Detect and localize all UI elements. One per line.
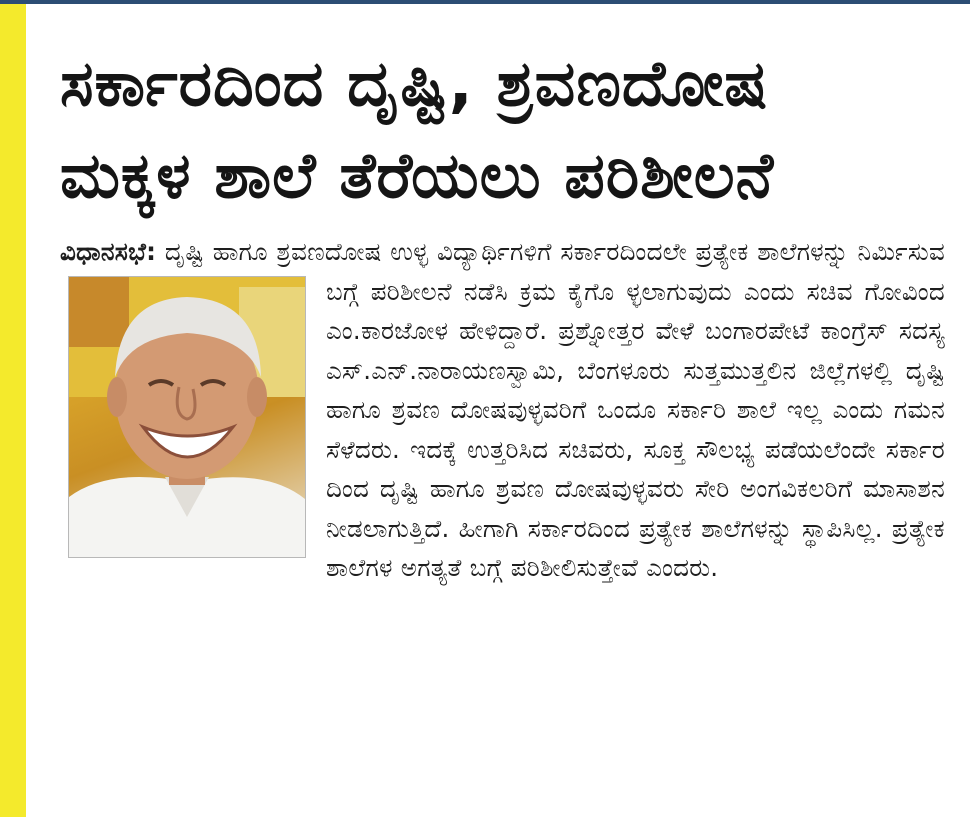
- dateline: ವಿಧಾನಸಭೆ:: [60, 237, 157, 266]
- body-main: ಳ್ಳಲಾಗುವುದು ಎಂದು ಸಚಿವ ಗೋವಿಂದ ಎಂ.ಕಾರಜೋಳ ಹೇಳಿದ್ದಾರೆ. ಪ್ರಶ್ನೋತ್ತರ ವೇಳೆ ಬಂಗಾರಪೇಟೆ ಕಾಂಗ್ರೆಸ್ ಸದಸ್ಯ ಎಸ್.ಎನ್.ನಾರಾಯಣಸ್ವಾಮಿ, ಬೆಂಗಳೂರು ಸುತ್ತಮುತ್ತಲಿನ ಜಿಲ್ಲೆಗಳಲ್ಲಿ ದೃಷ್ಟಿ ಹಾಗೂ ಶ್ರವಣ ದೋಷವುಳ್ಳವರಿಗೆ ಒಂದೂ ಸರ್ಕಾರಿ ಶಾಲೆ ಇಲ್ಲ ಎಂದು ಗಮನ ಸೆಳೆದರು. ಇದಕ್ಕೆ ಉತ್ತರಿಸಿದ ಸಚಿವರು, ಸೂಕ್ತ ಸೌಲಭ್ಯ ಪಡೆಯಲೆಂದೇ ಸರ್ಕಾರ ದಿಂದ ದೃಷ್ಟಿ ಹಾಗೂ ಶ್ರವಣ ದೋಷವುಳ್ಳವರು ಸೇರಿ ಅಂಗವಿಕಲರಿಗೆ ಮಾಸಾಶನ ನೀಡಲಾಗುತ್ತಿದೆ. ಹೀಗಾಗಿ ಸರ್ಕಾರದಿಂದ ಪ್ರತ್ಯೇಕ ಶಾಲೆಗಳನ್ನು ಸ್ಥಾಪಿಸಿಲ್ಲ. ಪ್ರತ್ಯೇಕ ಶಾಲೆಗಳ ಅಗತ್ಯತೆ ಬಗ್ಗೆ ಪರಿಶೀಲಿಸುತ್ತೇವೆ ಎಂದರು.: [326, 276, 945, 582]
- news-article: [60, 38, 945, 588]
- article-body: [60, 232, 945, 588]
- side-accent-bar: [0, 4, 26, 817]
- portrait-illustration: [69, 277, 305, 557]
- body-intro: ದೃಷ್ಟಿ ಹಾಗೂ ಶ್ರವಣದೋಷ ಉಳ್ಳ ವಿದ್ಯಾರ್ಥಿಗಳಿಗೆ ಸರ್ಕಾರದಿಂದಲೇ ಪ್ರತ್ಯೇಕ ಶಾಲೆಗಳನ್ನು ನಿರ್ಮಿಸುವ ಬಗ್ಗೆ ಪರಿಶೀಲನೆ ನಡೆಸಿ ಕ್ರಮ ಕೈಗೊ: [156, 237, 945, 306]
- headline-line-1: ಸರ್ಕಾರದಿಂದ ದೃಷ್ಟಿ, ಶ್ರವಣದೋಷ: [60, 47, 769, 120]
- headline-line-2: ಮಕ್ಕಳ ಶಾಲೆ ತೆರೆಯಲು ಪರಿಶೀಲನೆ: [60, 139, 775, 212]
- top-rule: [0, 0, 970, 4]
- portrait-photo: [68, 276, 306, 558]
- headline: [60, 38, 945, 222]
